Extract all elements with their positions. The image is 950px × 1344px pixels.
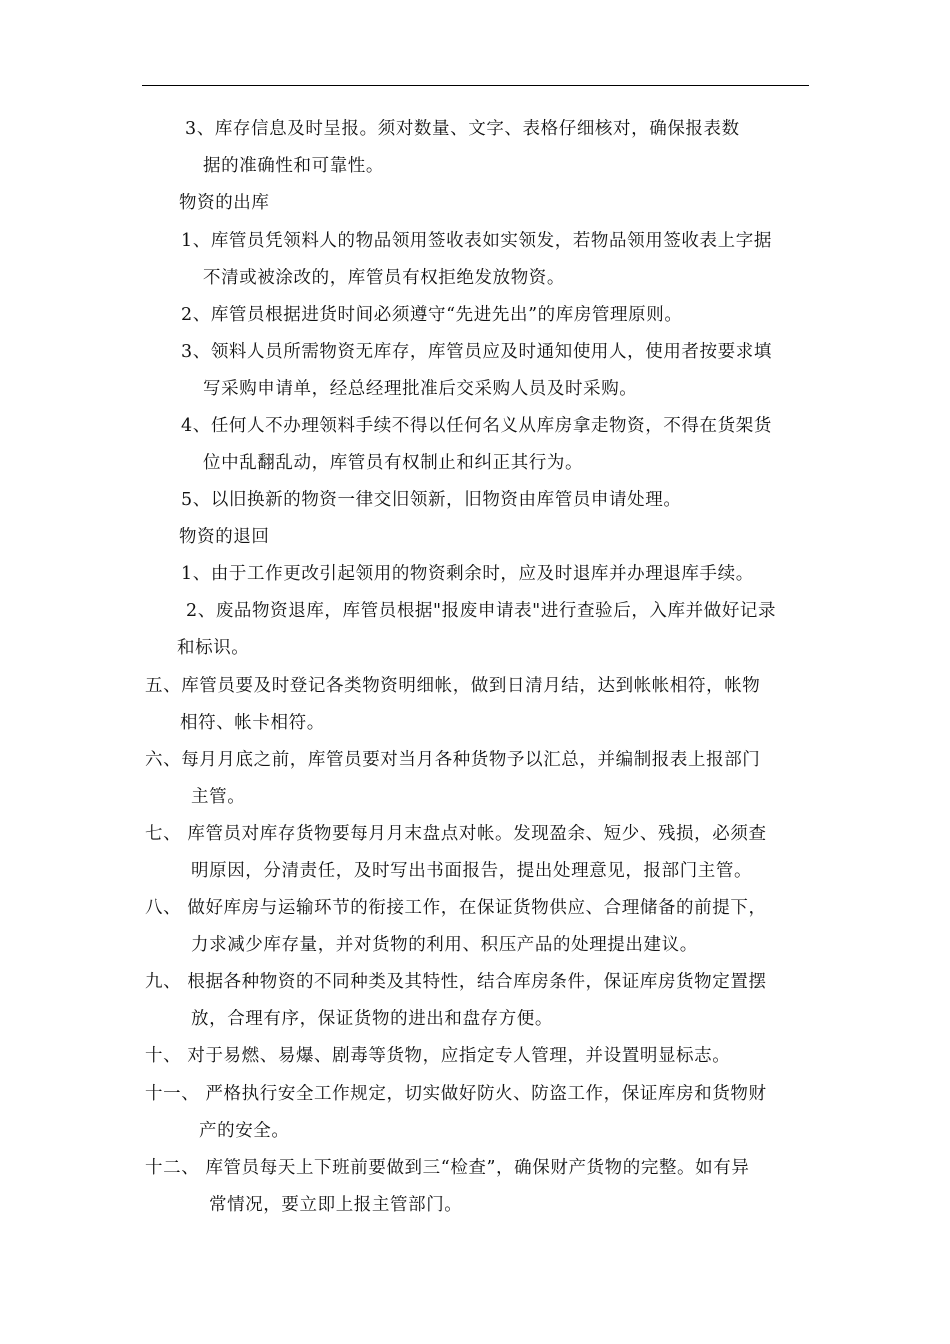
text-line: 不清或被涂改的，库管员有权拒绝发放物资。 <box>203 268 565 288</box>
text-line: 十一、 严格执行安全工作规定，切实做好防火、防盗工作，保证库房和货物财 <box>145 1084 767 1104</box>
text-line: 十二、 库管员每天上下班前要做到三“检查”，确保财产货物的完整。如有异 <box>145 1158 750 1178</box>
text-line: 五、库管员要及时登记各类物资明细帐，做到日清月结，达到帐帐相符，帐物 <box>145 676 761 696</box>
text-line: 相符、帐卡相符。 <box>180 713 325 733</box>
text-line: 产的安全。 <box>199 1121 290 1141</box>
text-line: 3、领料人员所需物资无库存，库管员应及时通知使用人，使用者按要求填 <box>181 342 772 362</box>
text-line: 和标识。 <box>177 638 250 658</box>
text-line: 六、每月月底之前，库管员要对当月各种货物予以汇总，并编制报表上报部门 <box>145 750 761 770</box>
text-line: 5、以旧换新的物资一律交旧领新，旧物资由库管员申请处理。 <box>181 490 682 510</box>
text-line: 1、库管员凭领料人的物品领用签收表如实领发，若物品领用签收表上字据 <box>181 231 772 251</box>
text-line: 明原因，分清责任，及时写出书面报告，提出处理意见，报部门主管。 <box>191 861 753 881</box>
text-line: 2、库管员根据进货时间必须遵守“先进先出”的库房管理原则。 <box>181 305 683 325</box>
text-line: 七、 库管员对库存货物要每月月末盘点对帐。发现盈余、短少、残损，必须查 <box>145 824 767 844</box>
text-line: 2、废品物资退库，库管员根据"报废申请表"进行查验后，入库并做好记录 <box>186 601 777 621</box>
text-line: 十、 对于易燃、易爆、剧毒等货物，应指定专人管理，并设置明显标志。 <box>145 1046 731 1066</box>
section-heading: 物资的退回 <box>179 527 270 547</box>
text-line: 九、 根据各种物资的不同种类及其特性，结合库房条件，保证库房货物定置摆 <box>145 972 767 992</box>
text-line: 据的准确性和可靠性。 <box>203 156 384 176</box>
text-line: 4、任何人不办理领料手续不得以任何名义从库房拿走物资，不得在货架货 <box>181 416 772 436</box>
section-heading: 物资的出库 <box>179 193 270 213</box>
text-line: 写采购申请单，经总经理批准后交采购人员及时采购。 <box>203 379 638 399</box>
text-line: 3、库存信息及时呈报。须对数量、文字、表格仔细核对，确保报表数 <box>185 119 740 139</box>
header-rule <box>142 85 809 86</box>
text-line: 常情况，要立即上报主管部门。 <box>209 1195 463 1215</box>
text-line: 位中乱翻乱动，库管员有权制止和纠正其行为。 <box>203 453 584 473</box>
text-line: 主管。 <box>191 787 246 807</box>
text-line: 1、由于工作更改引起领用的物资剩余时，应及时退库并办理退库手续。 <box>181 564 754 584</box>
text-line: 放，合理有序，保证货物的进出和盘存方便。 <box>191 1009 553 1029</box>
text-line: 力求减少库存量，并对货物的利用、积压产品的处理提出建议。 <box>191 935 698 955</box>
text-line: 八、 做好库房与运输环节的衔接工作，在保证货物供应、合理储备的前提下， <box>145 898 767 918</box>
